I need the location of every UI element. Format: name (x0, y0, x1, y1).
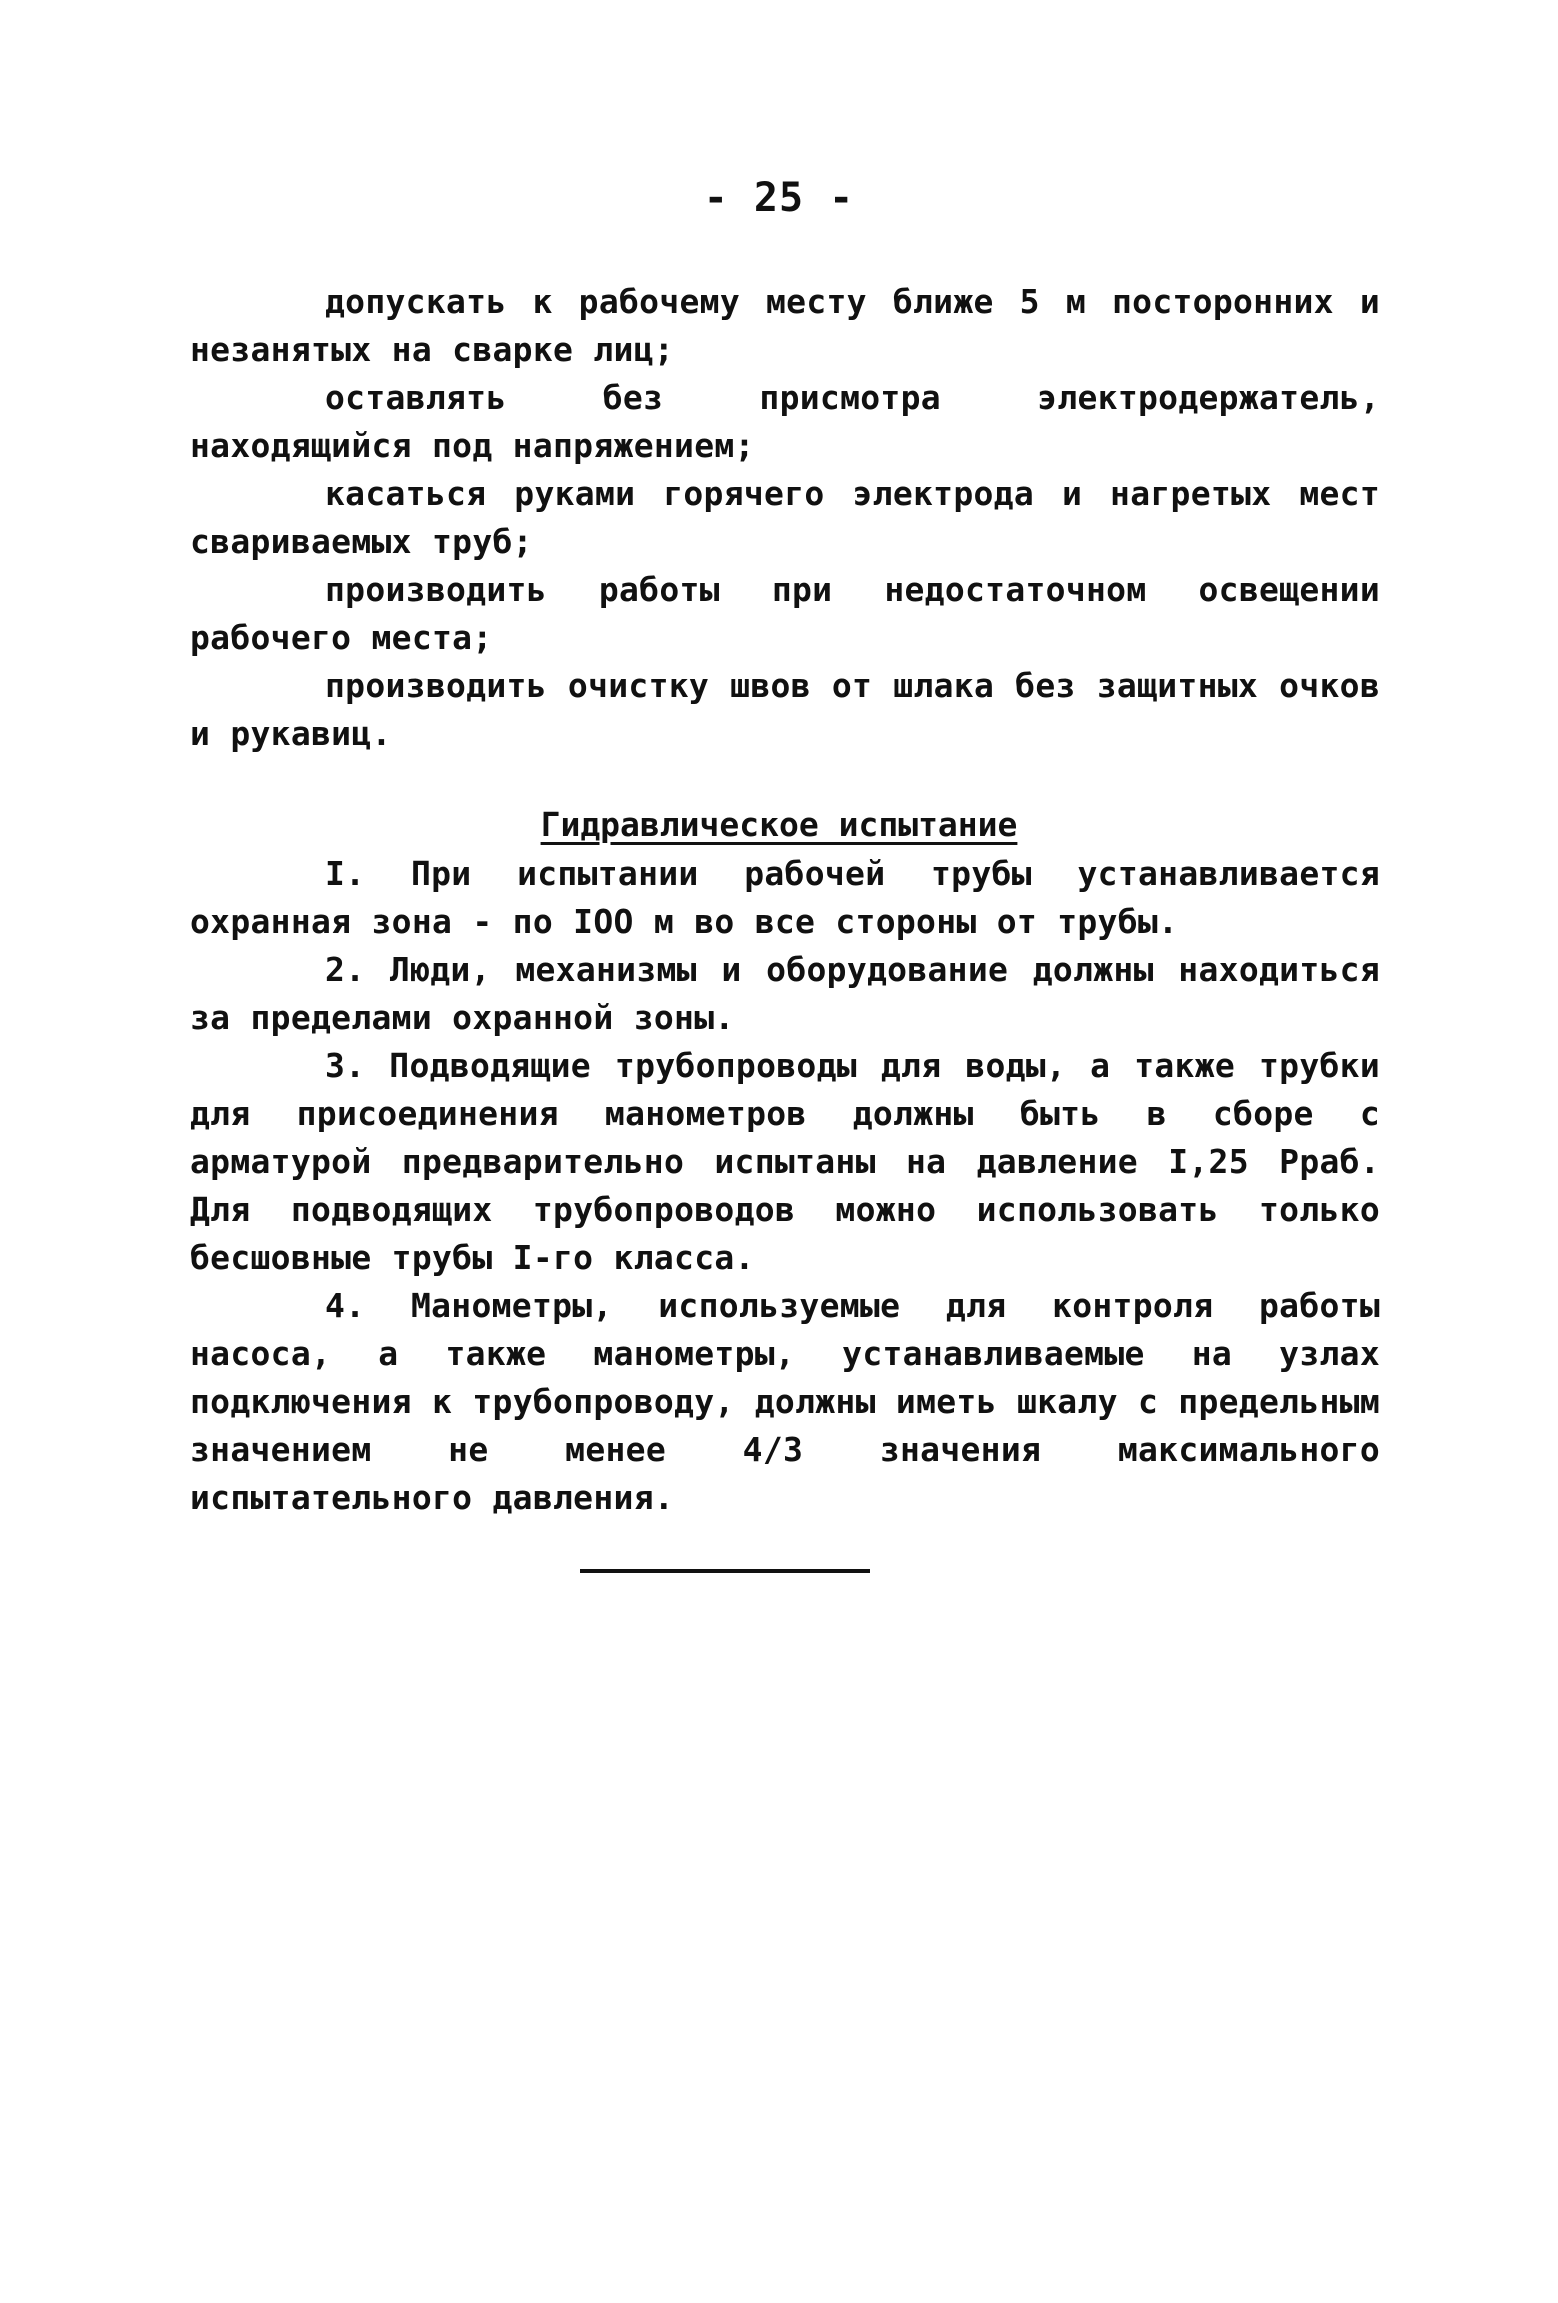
section-item: I. При испытании рабочей трубы устанавливается охранная зона - по IOO м во все стороны от трубы. (190, 854, 1380, 941)
prohibition-item: производить очистку швов от шлака без защитных очков и рукавиц. (190, 666, 1380, 753)
section-item: 3. Подводящие трубопроводы для воды, а также трубки для присоединения манометров должны быть в сборе с арматурой предварительно испытаны на давление I,25 Рраб. Для подводящих трубопроводов можно использовать только бесшовные трубы I-го класса. (190, 1046, 1380, 1277)
prohibitions-list (190, 278, 1380, 758)
prohibition-item: допускать к рабочему месту ближе 5 м посторонних и незанятых на сварке лиц; (190, 282, 1380, 369)
section-heading: Гидравлическое испытание (540, 805, 1018, 844)
end-divider (580, 1569, 870, 1573)
prohibition-item: касаться руками горячего электрода и нагретых мест свариваемых труб; (190, 474, 1380, 561)
section-items (190, 850, 1380, 1522)
prohibition-item: производить работы при недостаточном освещении рабочего места; (190, 570, 1380, 657)
prohibition-item: оставлять без присмотра электродержатель, находящийся под напряжением; (190, 378, 1380, 465)
page-number: - 25 - (703, 175, 855, 221)
section-item: 4. Манометры, используемые для контроля работы насоса, а также манометры, устанавливаемые на узлах подключения к трубопроводу, должны иметь шкалу с предельным значением не менее 4/3 значения максимального испытательного давления. (190, 1286, 1380, 1517)
section-item: 2. Люди, механизмы и оборудование должны находиться за пределами охранной зоны. (190, 950, 1380, 1037)
